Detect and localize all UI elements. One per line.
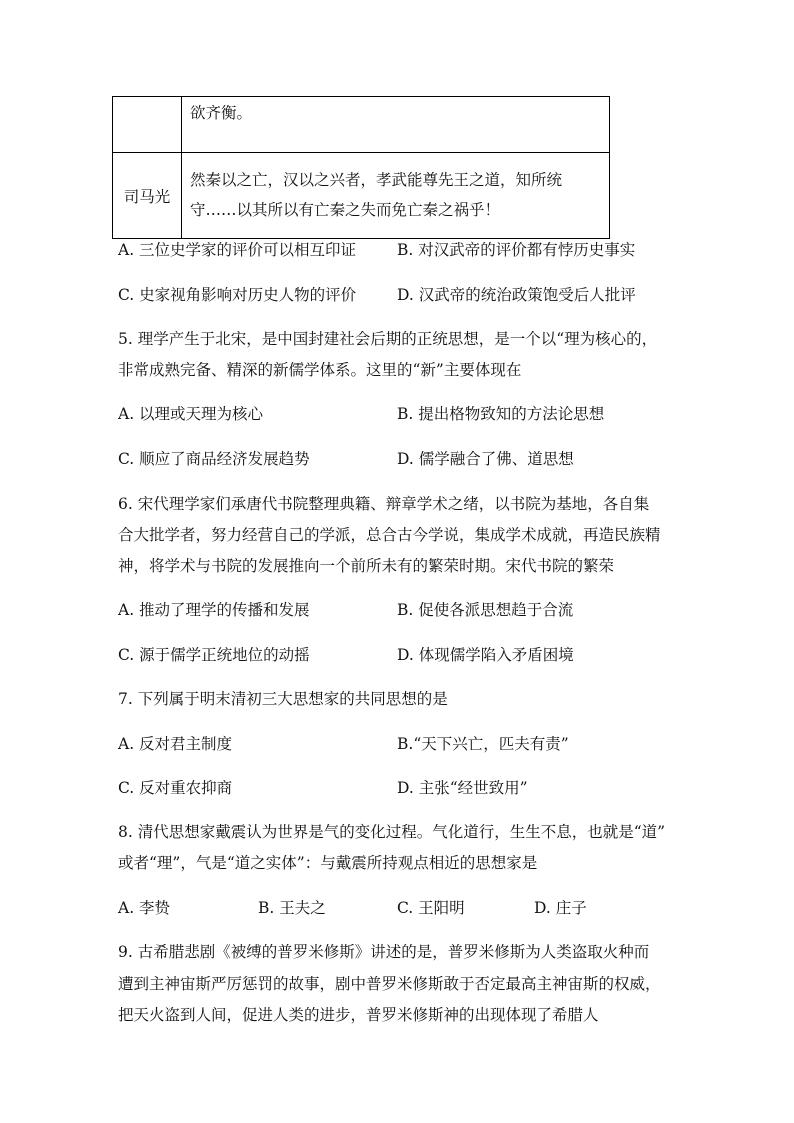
table-text-cell: [182, 153, 610, 239]
option-c: C. 顺应了商品经济发展趋势: [118, 450, 310, 468]
table-text-cell: [182, 97, 610, 153]
source-table: [112, 96, 610, 239]
option-a: A. 反对君主制度: [118, 735, 233, 753]
table-text-line: 然秦以之亡，汉以之兴者，孝武能尊先王之道，知所统: [190, 171, 563, 189]
question-8-line: 8. 清代思想家戴震认为世界是气的变化过程。气化道行，生生不息，也就是“道”: [118, 823, 666, 841]
option-d: D. 主张“经世致用”: [397, 779, 528, 797]
table-row: [113, 153, 610, 239]
option-c: C. 王阳明: [397, 899, 465, 917]
question-6-line: 合大批学者，努力经营自己的学派，总合古今学说，集成学术成就，再造民族精: [118, 526, 661, 544]
question-5-line: 5. 理学产生于北宋，是中国封建社会后期的正统思想，是一个以“理为核心的，: [118, 330, 658, 348]
option-d: D. 汉武帝的统治政策饱受后人批评: [397, 286, 636, 304]
option-a: A. 以理或天理为核心: [118, 405, 264, 423]
question-9-line: 遭到主神宙斯严厉惩罚的故事，剧中普罗米修斯敢于否定最高主神宙斯的权威，: [118, 975, 661, 993]
option-c: C. 反对重农抑商: [118, 779, 233, 797]
option-b: B. 提出格物致知的方法论思想: [397, 405, 605, 423]
option-b: B. 促使各派思想趋于合流: [397, 601, 574, 619]
option-a: A. 三位史学家的评价可以相互印证: [118, 241, 357, 259]
question-9-line: 9. 古希腊悲剧《被缚的普罗米修斯》讲述的是，普罗米修斯为人类盗取火种而: [118, 943, 650, 961]
option-b: B.“天下兴亡，匹夫有责”: [397, 735, 569, 753]
option-b: B. 王夫之: [258, 899, 326, 917]
question-9-line: 把天火盗到人间，促进人类的进步，普罗米修斯神的出现体现了希腊人: [118, 1006, 599, 1024]
option-d: D. 庄子: [534, 899, 587, 917]
option-a: A. 李贽: [118, 899, 171, 917]
question-5-line: 非常成熟完备、精深的新儒学体系。这里的“新”主要体现在: [118, 361, 522, 379]
option-c: C. 史家视角影响对历史人物的评价: [118, 286, 357, 304]
option-d: D. 体现儒学陷入矛盾困境: [397, 646, 574, 664]
option-b: B. 对汉武帝的评价都有悖历史事实: [397, 241, 636, 259]
question-6-line: 神，将学术与书院的发展推向一个前所未有的繁荣时期。宋代书院的繁荣: [118, 557, 615, 575]
option-a: A. 推动了理学的传播和发展: [118, 601, 310, 619]
question-6-line: 6. 宋代理学家们承唐代书院整理典籍、辩章学术之绪，以书院为基地，各自集: [118, 495, 650, 513]
table-row: [113, 97, 610, 153]
table-name-cell: 司马光: [113, 153, 182, 239]
table-name-cell: [113, 97, 182, 153]
table-text: 欲齐衡。: [190, 104, 253, 122]
table-text-line: 守……以其所以有亡秦之失而免亡秦之祸乎！: [190, 201, 501, 219]
option-d: D. 儒学融合了佛、道思想: [397, 450, 574, 468]
question-7-line: 7. 下列属于明末清初三大思想家的共同思想的是: [118, 690, 448, 708]
option-c: C. 源于儒学正统地位的动摇: [118, 646, 310, 664]
question-8-line: 或者“理”，气是“道之实体”：与戴震所持观点相近的思想家是: [118, 854, 538, 872]
